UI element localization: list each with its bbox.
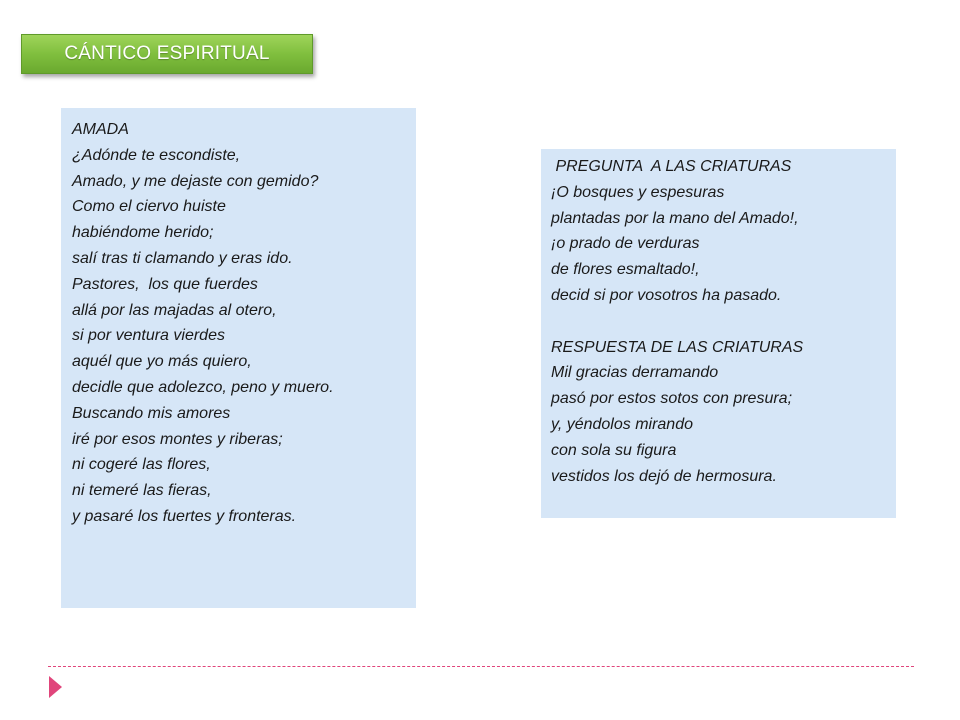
poem-line: iré por esos montes y riberas;	[72, 430, 283, 448]
poem-line: ¡O bosques y espesuras	[551, 183, 725, 201]
poem-line: aquél que yo más quiero,	[72, 353, 252, 371]
poem-line: ni temeré las fieras,	[72, 482, 212, 500]
pregunta-heading: PREGUNTA A LAS CRIATURAS	[551, 158, 792, 175]
poem-line: ¡o prado de verduras	[551, 235, 700, 253]
poem-line: con sola su figura	[551, 441, 677, 459]
poem-line: Buscando mis amores	[72, 404, 231, 422]
poem-line: ni cogeré las flores,	[72, 456, 211, 474]
poem-line: y pasaré los fuertes y fronteras.	[72, 507, 297, 525]
amada-text-box	[61, 108, 416, 608]
poem-line: si por ventura vierdes	[72, 327, 225, 345]
poem-line: decid si por vosotros ha pasado.	[551, 286, 782, 304]
poem-line: de flores esmaltado!,	[551, 261, 700, 279]
poem-line: y, yéndolos mirando	[551, 415, 693, 433]
poem-line: Amado, y me dejaste con gemido?	[72, 172, 319, 190]
slide-title: CÁNTICO ESPIRITUAL	[64, 43, 270, 64]
poem-line: plantadas por la mano del Amado!,	[551, 209, 799, 227]
poem-line: ¿Adónde te escondiste,	[72, 146, 241, 164]
poem-line: pasó por estos sotos con presura;	[551, 390, 793, 408]
title-banner	[21, 34, 313, 74]
poem-line: Mil gracias derramando	[551, 364, 719, 382]
stanza-gap	[551, 309, 896, 335]
poem-line: Pastores, los que fuerdes	[72, 275, 258, 293]
play-arrow-icon	[49, 676, 62, 698]
poem-line: decidle que adolezco, peno y muero.	[72, 378, 334, 396]
poem-line: habiéndome herido;	[72, 224, 214, 242]
poem-line: AMADA	[72, 121, 129, 138]
footer-divider	[48, 666, 914, 667]
poem-line: salí tras ti clamando y eras ido.	[72, 249, 293, 267]
poem-line: allá por las majadas al otero,	[72, 301, 277, 319]
respuesta-heading: RESPUESTA DE LAS CRIATURAS	[551, 338, 804, 356]
poem-line: vestidos los dejó de hermosura.	[551, 467, 777, 485]
criaturas-text-box	[541, 149, 896, 518]
poem-line: Como el ciervo huiste	[72, 198, 226, 216]
